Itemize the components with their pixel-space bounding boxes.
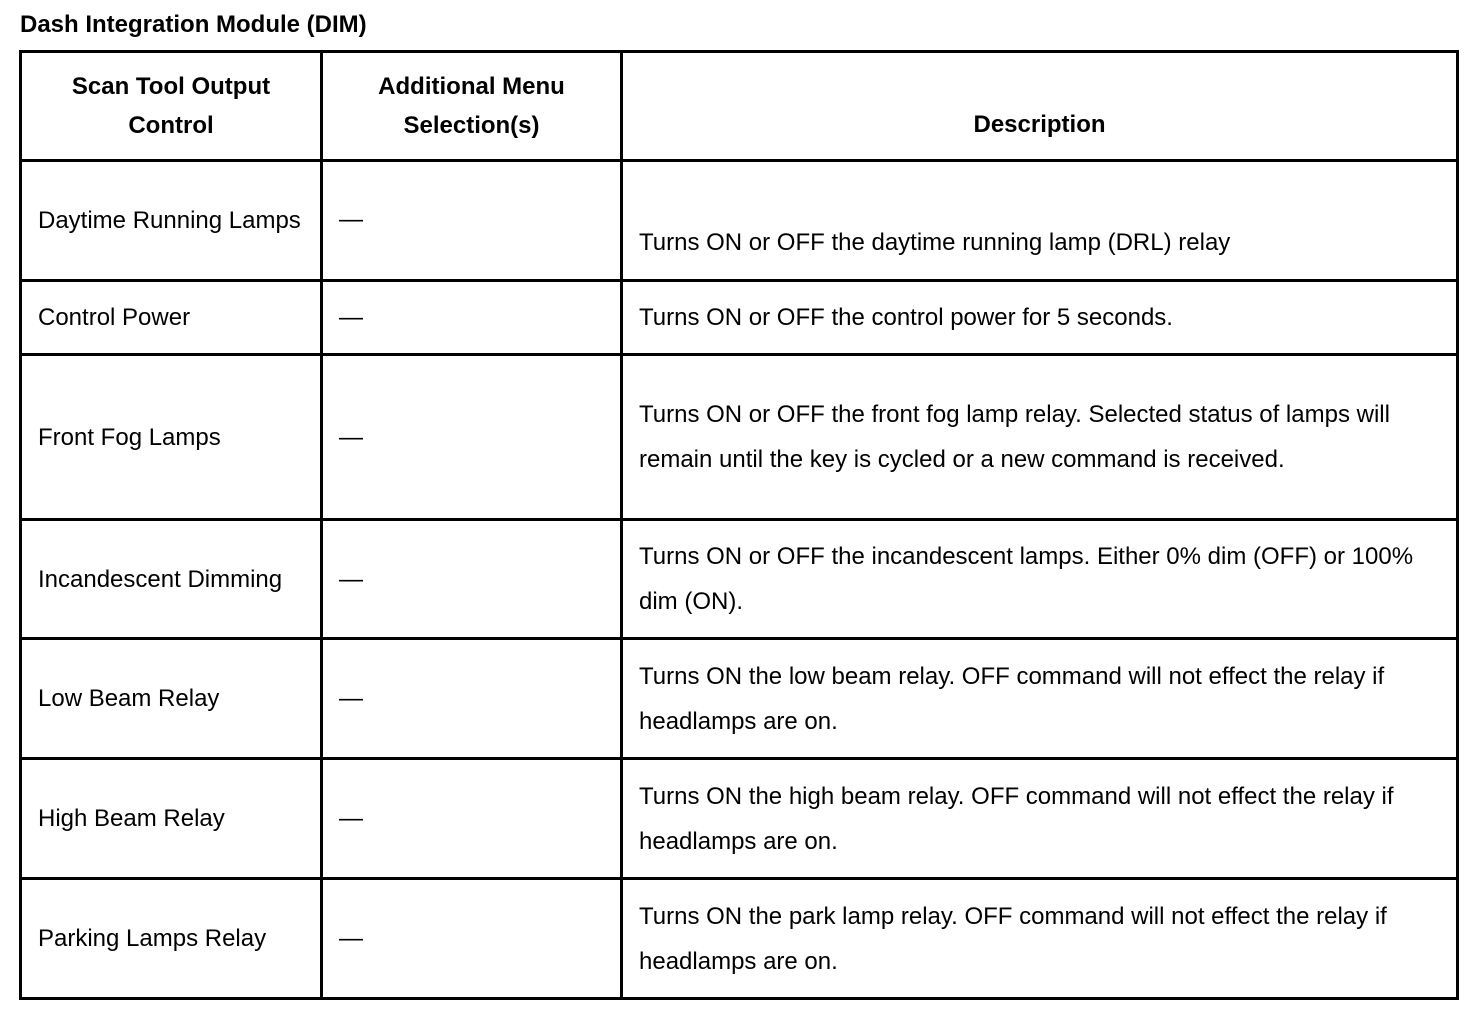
cell-output-control: Daytime Running Lamps [21, 161, 322, 281]
cell-description: Turns ON the park lamp relay. OFF command will not effect the relay if headlamps are on. [622, 879, 1458, 999]
cell-menu-selection: — [322, 520, 622, 639]
header-description: Description [622, 52, 1458, 161]
cell-output-control: Low Beam Relay [21, 639, 322, 759]
header-menu-selections: Additional Menu Selection(s) [322, 52, 622, 161]
table-row [21, 879, 1458, 999]
cell-menu-selection: — [322, 281, 622, 355]
table-row [21, 355, 1458, 520]
table-row [21, 639, 1458, 759]
cell-output-control: Control Power [21, 281, 322, 355]
cell-output-control: Front Fog Lamps [21, 355, 322, 520]
cell-description: Turns ON or OFF the control power for 5 seconds. [622, 281, 1458, 355]
cell-menu-selection: — [322, 161, 622, 281]
table-row [21, 281, 1458, 355]
cell-output-control: Incandescent Dimming [21, 520, 322, 639]
cell-output-control: High Beam Relay [21, 759, 322, 879]
cell-output-control: Parking Lamps Relay [21, 879, 322, 999]
table-row [21, 161, 1458, 281]
cell-menu-selection: — [322, 759, 622, 879]
table-row [21, 520, 1458, 639]
output-control-table [19, 50, 1459, 1000]
cell-description: Turns ON or OFF the incandescent lamps. Either 0% dim (OFF) or 100% dim (ON). [622, 520, 1458, 639]
cell-description: Turns ON the high beam relay. OFF command will not effect the relay if headlamps are on. [622, 759, 1458, 879]
table-row [21, 759, 1458, 879]
cell-description: Turns ON the low beam relay. OFF command will not effect the relay if headlamps are on. [622, 639, 1458, 759]
header-output-control: Scan Tool Output Control [21, 52, 322, 161]
cell-menu-selection: — [322, 879, 622, 999]
cell-description: Turns ON or OFF the daytime running lamp (DRL) relay [622, 161, 1458, 281]
document-title: Dash Integration Module (DIM) [20, 11, 367, 38]
cell-menu-selection: — [322, 355, 622, 520]
cell-menu-selection: — [322, 639, 622, 759]
table-header-row [21, 52, 1458, 161]
cell-description: Turns ON or OFF the front fog lamp relay. Selected status of lamps will remain until the key is cycled or a new command is received. [622, 355, 1458, 520]
